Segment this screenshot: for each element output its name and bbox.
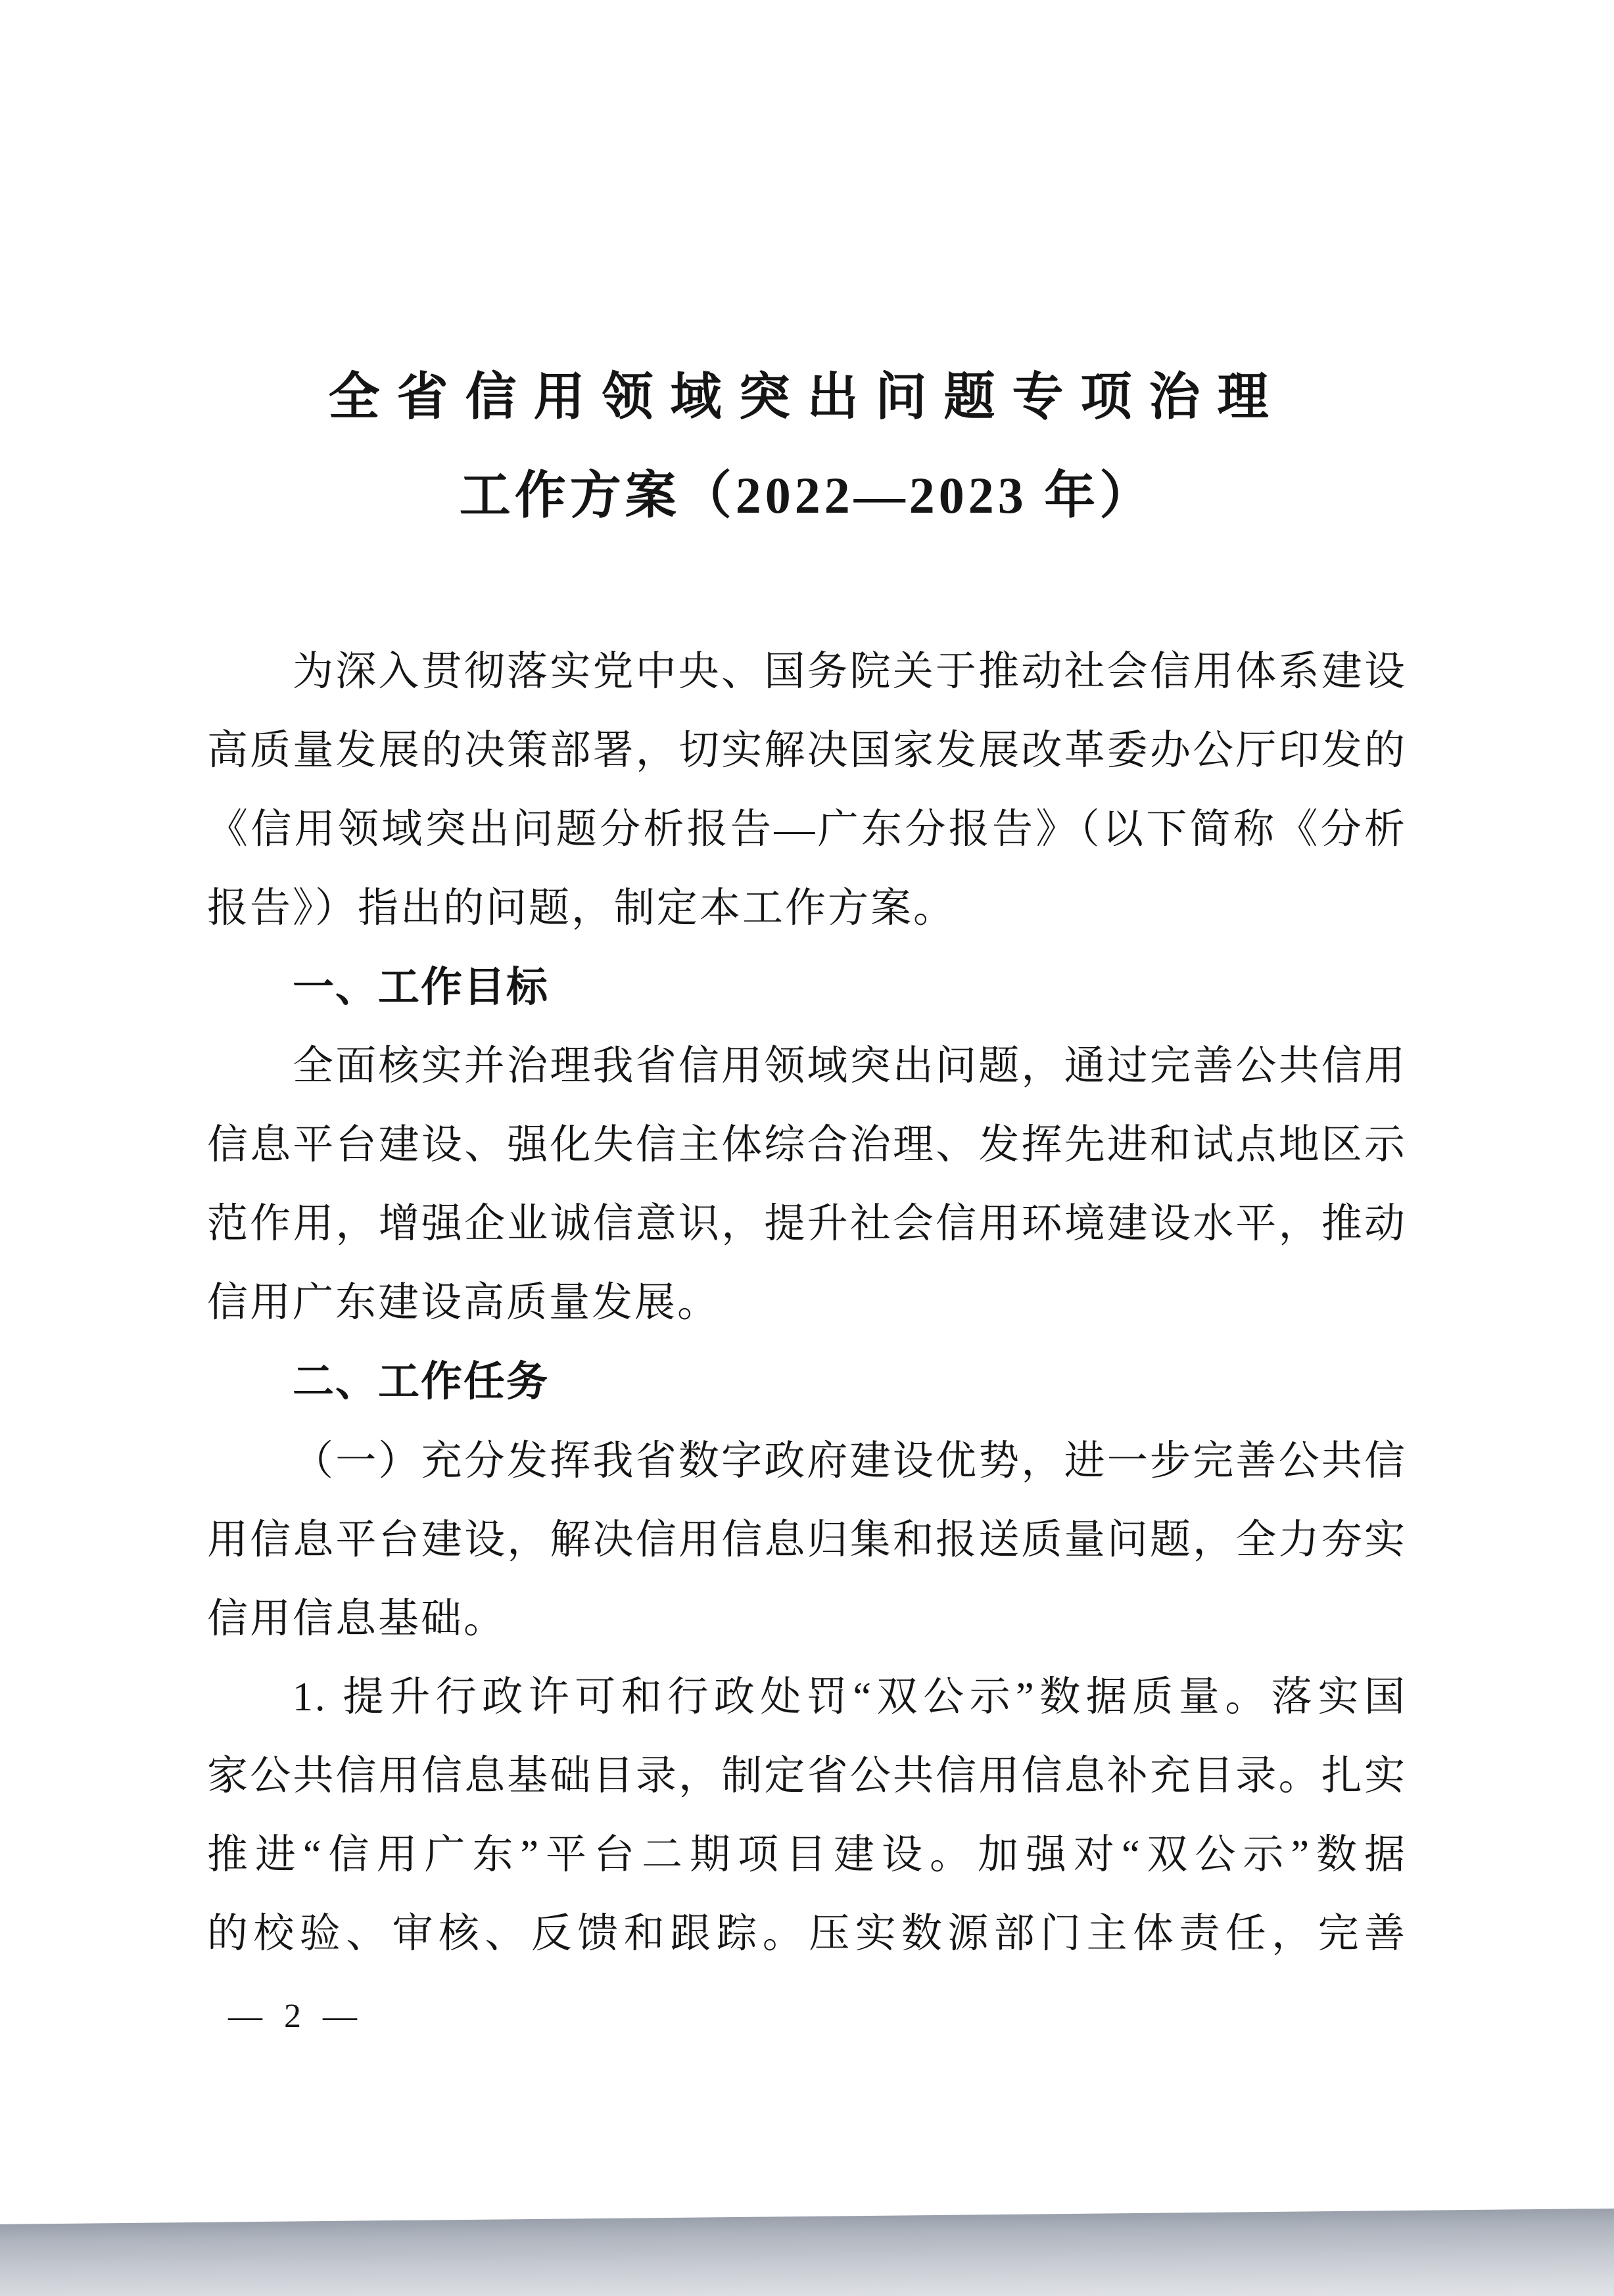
text-line-kaiti: （一）充分发挥我省数字政府建设优势，进一步完善公共信 (293, 1436, 1407, 1484)
text-line-body: 高质量发展的决策部署，切实解决国家发展改革委办公厅印发的 (207, 728, 1407, 773)
document-title-line-2: 工作方案（2022—2023 年） (459, 467, 1155, 524)
text-line-body: 报告》）指出的问题，制定本工作方案。 (207, 886, 957, 931)
text-line-heading: 一、工作目标 (293, 964, 549, 1010)
text-line-body: 《信用领域突出问题分析报告—广东分报告》（以下简称《分析 (207, 807, 1407, 852)
body-lines (207, 632, 1407, 1973)
text-line-body: 为深入贯彻落实党中央、国务院关于推动社会信用体系建设 (293, 649, 1407, 694)
text-line-body: 的校验、审核、反馈和跟踪。压实数源部门主体责任，完善 (207, 1911, 1407, 1956)
text-line-body: 1. 提升行政许可和行政处罚“双公示”数据质量。落实国 (293, 1675, 1407, 1720)
document-title (0, 348, 1614, 545)
text-line-body: 范作用，增强企业诚信意识，提升社会信用环境建设水平，推动 (207, 1202, 1407, 1246)
document-title-line-1: 全省信用领域突出问题专项治理 (328, 368, 1286, 425)
text-line-kaiti: 信用信息基础。 (207, 1594, 507, 1642)
scan-shadow-artifact (0, 2209, 1614, 2296)
text-line-body: 信用广东建设高质量发展。 (207, 1280, 721, 1325)
page-number: — 2 — (228, 1998, 364, 2035)
text-line-body: 家公共信用信息基础目录，制定省公共信用信息补充目录。扎实 (207, 1754, 1407, 1798)
text-line-body: 推进“信用广东”平台二期项目建设。加强对“双公示”数据 (207, 1833, 1407, 1877)
text-line-kaiti: 用信息平台建设，解决信用信息归集和报送质量问题，全力夯实 (207, 1515, 1407, 1563)
text-line-body: 信息平台建设、强化失信主体综合治理、发挥先进和试点地区示 (207, 1123, 1407, 1167)
text-line-heading: 二、工作任务 (293, 1359, 549, 1405)
text-line-body: 全面核实并治理我省信用领域突出问题，通过完善公共信用 (293, 1044, 1407, 1089)
